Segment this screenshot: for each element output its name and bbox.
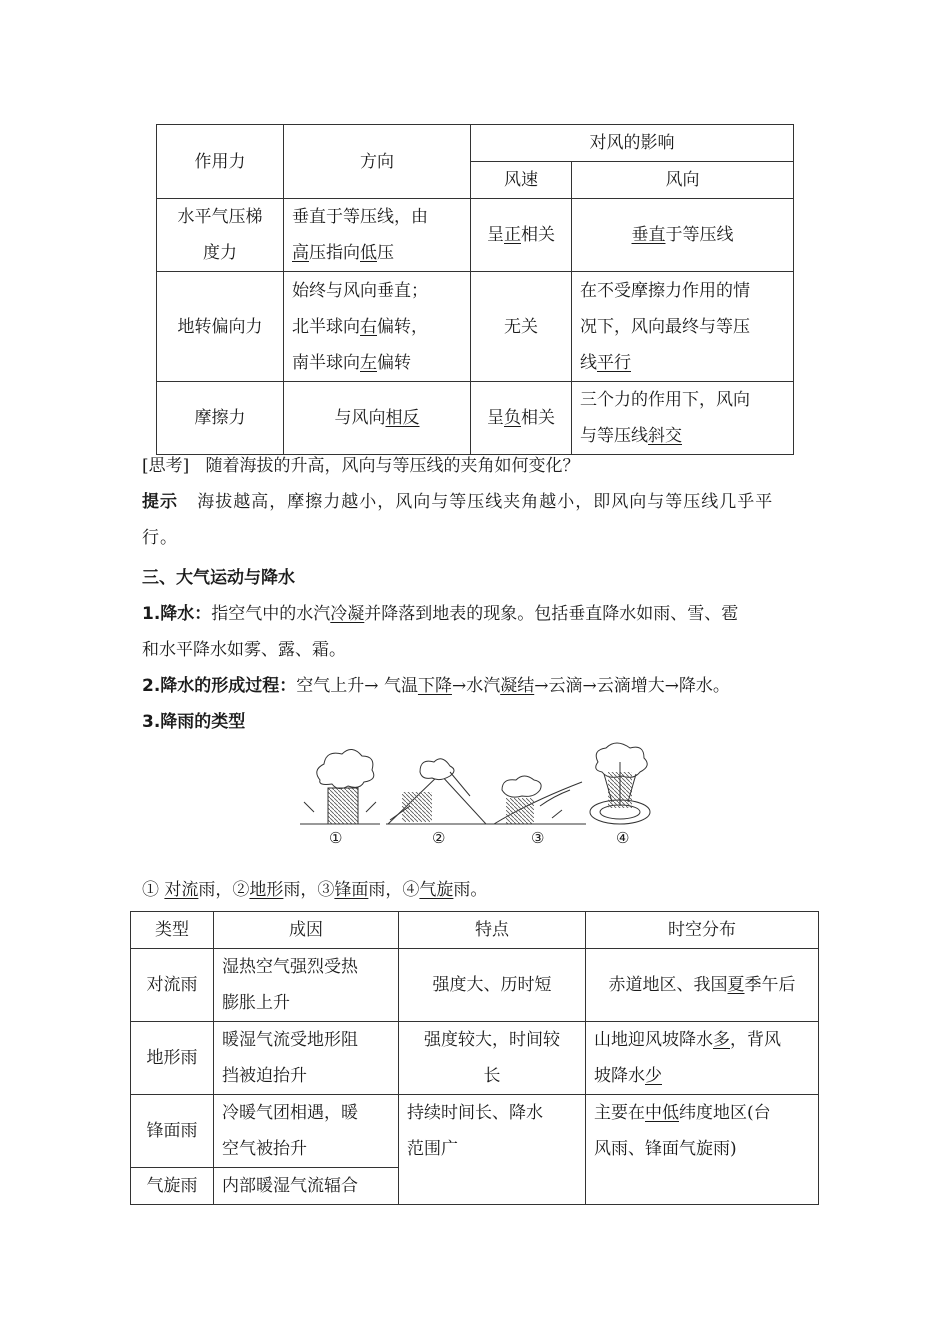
rain-types-diagram: [290, 742, 660, 852]
wind-forces-table: [156, 124, 794, 455]
header-type: 类型: [131, 912, 214, 949]
precipitation-process: 2.降水的形成过程：空气上升→ 气温下降→水汽凝结→云滴→云滴增大→降水。: [142, 676, 730, 696]
hint-label: 提示: [142, 492, 178, 512]
diagram-label-2: ②: [432, 829, 446, 847]
wind-direction-cell: 三个力的作用下，风向 与等压线斜交: [572, 382, 794, 455]
rain-types-line: ① 对流雨，②地形雨，③锋面雨，④气旋雨。: [142, 880, 488, 900]
header-wind-direction: 风向: [572, 162, 794, 199]
table-row: 气旋雨 内部暖湿气流辐合: [131, 1168, 819, 1205]
header-effect: 对风的影响: [471, 125, 794, 162]
direction-cell: 始终与风向垂直； 北半球向右偏转， 南半球向左偏转: [284, 272, 471, 382]
orographic-rain-illustration: [386, 759, 490, 824]
table-row: [157, 199, 794, 272]
force-cell: 水平气压梯 度力: [157, 199, 284, 272]
hint-line2: 行。: [142, 528, 178, 548]
think-text: 随着海拔的升高，风向与等压线的夹角如何变化？: [205, 456, 580, 476]
table-row: 地形雨 暖湿气流受地形阻 挡被迫抬升 强度较大，时间较 长 山地迎风坡降水多，背风 坡降水少: [131, 1022, 819, 1095]
wind-direction-cell: 在不受摩擦力作用的情 况下，风向最终与等压 线平行: [572, 272, 794, 382]
rain-types-table: [130, 911, 819, 1205]
header-cause: 成因: [214, 912, 399, 949]
force-cell: 摩擦力: [157, 382, 284, 455]
rain-types-heading: 3.降雨的类型: [142, 712, 246, 732]
think-label: [思考]: [142, 456, 190, 476]
hint-paragraph: [142, 484, 812, 556]
diagram-label-3: ③: [531, 829, 545, 847]
wind-direction-cell: 垂直于等压线: [572, 199, 794, 272]
table-row: 锋面雨 冷暖气团相遇，暖 空气被抬升 持续时间长、降水 范围广 主要在中低纬度地区(台 风雨、锋面气旋雨): [131, 1095, 819, 1168]
table-row: [157, 272, 794, 382]
header-speed: 风速: [471, 162, 572, 199]
table-header-row: [131, 912, 819, 949]
section-title: 三、大气运动与降水: [142, 568, 295, 588]
table-row: 对流雨 湿热空气强烈受热 膨胀上升 强度大、历时短 赤道地区、我国夏季午后: [131, 949, 819, 1022]
precipitation-definition: 1.降水：指空气中的水汽冷凝并降落到地表的现象。包括垂直降水如雨、雪、雹 和水平降水如雾、露、霜。: [142, 604, 739, 660]
cyclonic-rain-illustration: [590, 743, 650, 824]
diagram-label-1: ①: [329, 829, 343, 847]
frontal-rain-illustration: [490, 776, 586, 824]
table-row: [157, 382, 794, 455]
force-cell: 地转偏向力: [157, 272, 284, 382]
header-distribution: 时空分布: [586, 912, 819, 949]
hint-line1: 海拔越高，摩擦力越小，风向与等压线夹角越小，即风向与等压线几乎平: [197, 492, 774, 512]
speed-cell: 无关: [471, 272, 572, 382]
convection-rain-illustration: [300, 749, 380, 824]
diagram-label-4: ④: [616, 829, 630, 847]
header-direction: 方向: [284, 125, 471, 199]
speed-cell: 呈正相关: [471, 199, 572, 272]
speed-cell: 呈负相关: [471, 382, 572, 455]
header-feature: 特点: [399, 912, 586, 949]
direction-cell: 垂直于等压线，由 高压指向低压: [284, 199, 471, 272]
think-question: [142, 448, 812, 484]
header-force: 作用力: [157, 125, 284, 199]
direction-cell: 与风向相反: [284, 382, 471, 455]
